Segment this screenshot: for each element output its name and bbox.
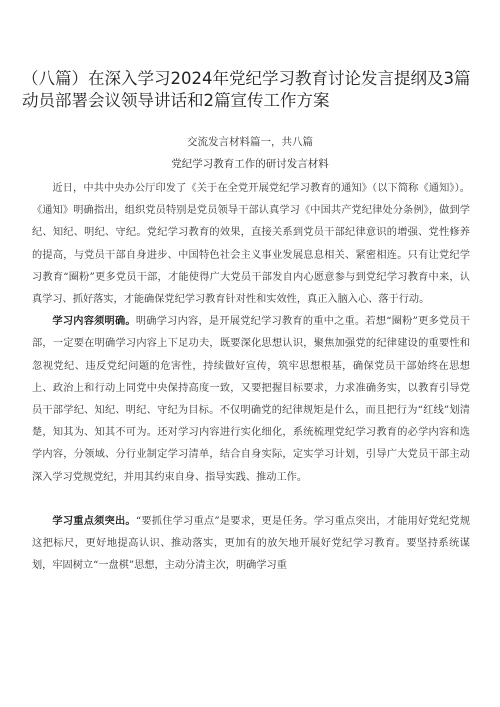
paragraph-1-text: 近日，中共中央办公厅印发了《关于在全党开展党纪学习教育的通知》（以下简称《通知》）。《通知》明确指出，组织党员特别是党员领导干部认真学习《中国共产党纪律处分条例》，做到学纪、知纪、明纪、守纪。党纪学习教育的效果，直接关系到党员干部纪律意识的增强、党性修养的提高，与党员干部自身进步、中国特色社会主义事业发展息息相关、紧密相连。只有让党纪学习教育“圈粉”更多党员干部，才能使得广大党员干部发自内心愿意参与到党纪学习教育中来，认真学习、抓好落实，才能确保党纪学习教育针对性和实效性，真正入脑入心、落于行动。 — [32, 183, 470, 306]
paragraph-2-lead: 学习内容须明确。 — [52, 316, 136, 328]
paragraph-3 — [32, 511, 470, 578]
document-title: （八篇）在深入学习2024年党纪学习教育讨论发言提纲及3篇动员部署会议领导讲话和2篇宣传工作方案 — [22, 69, 471, 110]
paragraph-1 — [32, 178, 470, 311]
paragraph-2-text: 明确学习内容，是开展党纪学习教育的重中之重。若想“圈粉”更多党员干部，一定要在明确学习内容上下足功夫，既要深化思想认识，聚焦加强党的纪律建设的重要性和忽视党纪、违反党纪问题的危害性，持续做好宣传，筑牢思想根基，确保党员干部始终在思想上、政治上和行动上同党中央保持高度一致，又要把握目标要求，力求准确务实，以教育引导党员干部学纪、知纪、明纪、守纪为目标。不仅明确党的纪律规矩是什么，而且把行为“红线”划清楚，知其为、知其不可为。还对学习内容进行实化细化，系统梳理党纪学习教育的必学内容和选学内容，分领域、分行业制定学习清单，结合自身实际，定实学习计划，引导广大党员干部主动深入学习党规党纪，并用其约束自身、指导实践、推动工作。 — [32, 316, 471, 483]
document-body — [32, 178, 470, 577]
paragraph-2 — [32, 311, 470, 489]
section-title: 党纪学习教育工作的研讨发言材料 — [171, 158, 329, 170]
document-subtitle: 交流发言材料篇一，共八篇 — [187, 136, 313, 148]
paragraph-3-text: “要抓住学习重点”是要求，更是任务。学习重点突出，才能用好党纪党规这把标尺，更好地提高认识、推动落实，更加有的放矢地开展好党纪学习教育。要坚持系统谋划，牢固树立“一盘棋”思想，主动分清主次，明确学习重 — [32, 515, 471, 572]
paragraph-3-lead: 学习重点须突出。 — [52, 515, 136, 527]
